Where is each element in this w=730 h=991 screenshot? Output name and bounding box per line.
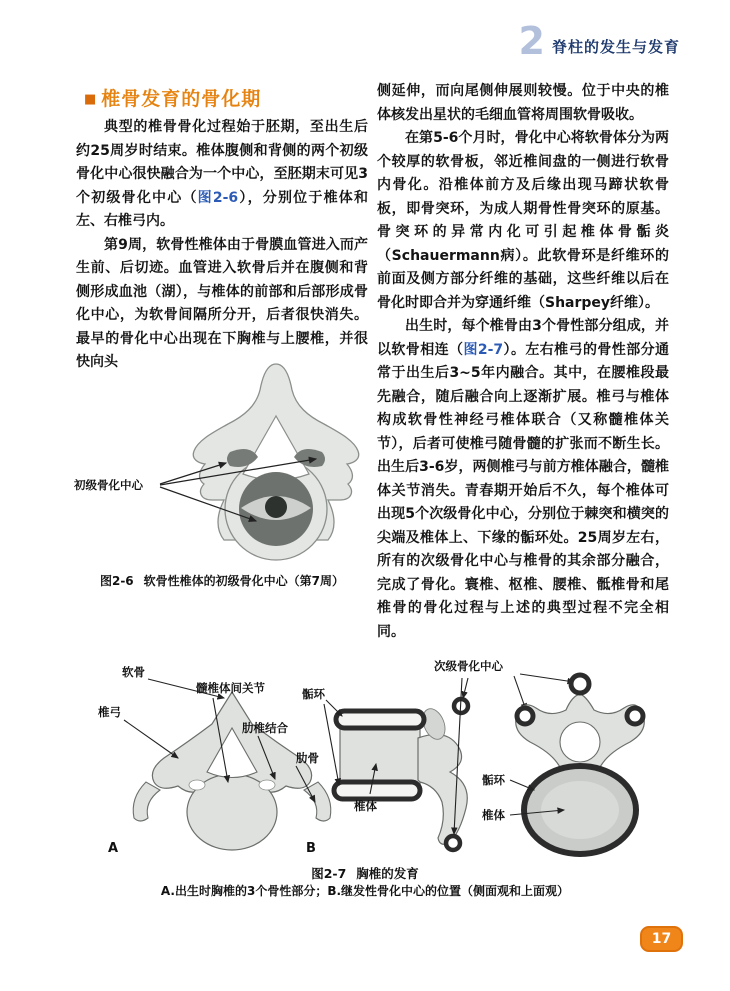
section-title: 椎骨发育的骨化期: [101, 88, 262, 110]
diagram-a-letter: A: [108, 841, 119, 856]
label-epiphyseal-ring-b: 骺环: [302, 687, 325, 701]
secondary-center-ring-spinous: [571, 675, 589, 693]
diagram-b-lateral-view: [301, 687, 468, 856]
page-number-badge: 17: [640, 926, 683, 952]
diagram-c-top-view: [481, 675, 644, 854]
figure-reference: 图2-7: [463, 341, 504, 358]
paragraph: 在第5-6个月时，骨化中心将软骨体分为两个较厚的软骨板，邻近椎间盘的一侧进行软骨内骨化。沿椎体前方及后缘出现马蹄状软骨板，即骨突环，为成人期骨性骨突环的原基。骨突环的异常内化可引起椎体骨骺炎（Schauermann病）。此软骨环是纤维环的前面及侧方部分纤维的基础，这些纤维以后在骨化时即合并为穿通纤维（Sharpey纤维）。: [377, 130, 669, 311]
superior-epiphyseal-ring: [336, 711, 424, 728]
leader-line: [520, 674, 574, 682]
fig2-6-caption: [76, 572, 368, 589]
fig2-6-vertebra-illustration: [66, 358, 376, 566]
neurocentral-gap-right: [259, 780, 275, 790]
foramen-c: [560, 722, 600, 762]
fig2-7-caption-text: 胸椎的发育: [356, 866, 419, 881]
diagram-b-letter: B: [306, 841, 316, 856]
label-vertebral-arch: 椎弓: [98, 705, 121, 719]
inferior-epiphyseal-ring: [334, 782, 420, 799]
paragraph-text: ），分别位于椎体和左、右椎弓内。: [76, 189, 369, 229]
paragraph-text: 出生时，每个椎骨由3个骨性部分组成，并以软骨相连（: [377, 318, 669, 358]
chapter-header: [518, 19, 680, 63]
diagram-a-newborn-vertebra: [98, 665, 331, 856]
label-cartilage: 软骨: [122, 665, 145, 679]
label-vertebral-body-b: 椎体: [354, 799, 377, 813]
neurocentral-gap-left: [189, 780, 205, 790]
square-bullet-icon: ■: [84, 92, 98, 107]
paragraph: 侧延伸，而向尾侧伸展则较慢。位于中央的椎体核发出星状的毛细血管将周围软骨吸收。: [377, 83, 669, 123]
fig2-7-thoracic-development-illustration: [82, 652, 662, 862]
label-costovertebral-junction: 肋椎结合: [242, 721, 288, 735]
section-heading: [84, 84, 261, 111]
body-ossification-core: [265, 496, 287, 518]
secondary-center-ring-inferior: [446, 836, 460, 850]
label-vertebral-body-c: 椎体: [482, 808, 505, 822]
chapter-number: 2: [518, 19, 545, 63]
right-text-column: [377, 80, 669, 644]
body-interior-c: [541, 781, 619, 839]
secondary-center-ring-right-transverse: [627, 708, 643, 724]
posterior-elements-shape: [418, 734, 467, 844]
leader-line: [463, 678, 468, 698]
fig2-7-caption-number: 图2-7: [311, 866, 347, 881]
paragraph-text: ）。左右椎弓的骨性部分通常于出生后3~5年内融合。其中，在腰椎段最先融合，随后融合向上逐渐扩展。椎弓与椎体构成软骨性神经弓椎体联合（又称髓椎体关节），后者可使椎弓随骨髓的扩张而不断生长。出生后3-6岁，两侧椎弓与前方椎体融合，髓椎体关节消失。青春期开始后不久，每个椎体可出现5个次级骨化中心，分别位于棘突和横突的尖端及椎体上、下缘的骺环处。25周岁左右，所有的次级骨化中心与椎骨的其余部分融合，完成了骨化。寰椎、枢椎、腰椎、骶椎骨和尾椎骨的骨化过程与上述的典型过程不完全相同。: [377, 341, 670, 640]
chapter-title: 脊柱的发生与发育: [551, 38, 680, 56]
secondary-center-ring-left-transverse: [517, 708, 533, 724]
figure-reference: 图2-6: [197, 189, 239, 206]
paragraph: [377, 315, 669, 644]
label-primary-ossification-centers: 初级骨化中心: [74, 478, 143, 492]
paragraph-text: 典型的椎骨骨化过程始于胚期，至出生后约25周岁时结束。椎体腹侧和背侧的两个初级骨化中心很快融合为一个中心，至胚期末可见3个初级骨化中心（: [76, 119, 368, 206]
fig2-7-caption-subtitle: A.出生时胸椎的3个骨性部分；B.继发性骨化中心的位置（侧面观和上面观）: [160, 884, 570, 898]
left-text-column: [76, 116, 368, 375]
label-secondary-ossification-centers: 次级骨化中心: [434, 659, 503, 673]
paragraph: 第9周，软骨性椎体由于骨膜血管进入而产生前、后切迹。血管进入软骨后并在腹侧和背侧形成血池（湖），与椎体的前部和后部形成骨化中心，为软骨间隔所分开，后者很快消失。最早的骨化中心出现在下胸椎与上腰椎，并很快向头: [76, 236, 368, 370]
fig2-6-caption-text: 软骨性椎体的初级骨化中心（第7周）: [143, 574, 345, 588]
label-neurocentral-joint: 髓椎体间关节: [196, 681, 265, 695]
paragraph: [76, 116, 368, 234]
label-epiphyseal-ring-c: 骺环: [482, 773, 505, 787]
label-rib: 肋骨: [296, 751, 319, 765]
leader-line: [326, 700, 342, 716]
leader-line: [124, 720, 178, 758]
fig2-6-caption-number: 图2-6: [99, 574, 134, 588]
left-rib-shape: [133, 782, 160, 821]
fig2-7-caption-title: [0, 864, 730, 882]
